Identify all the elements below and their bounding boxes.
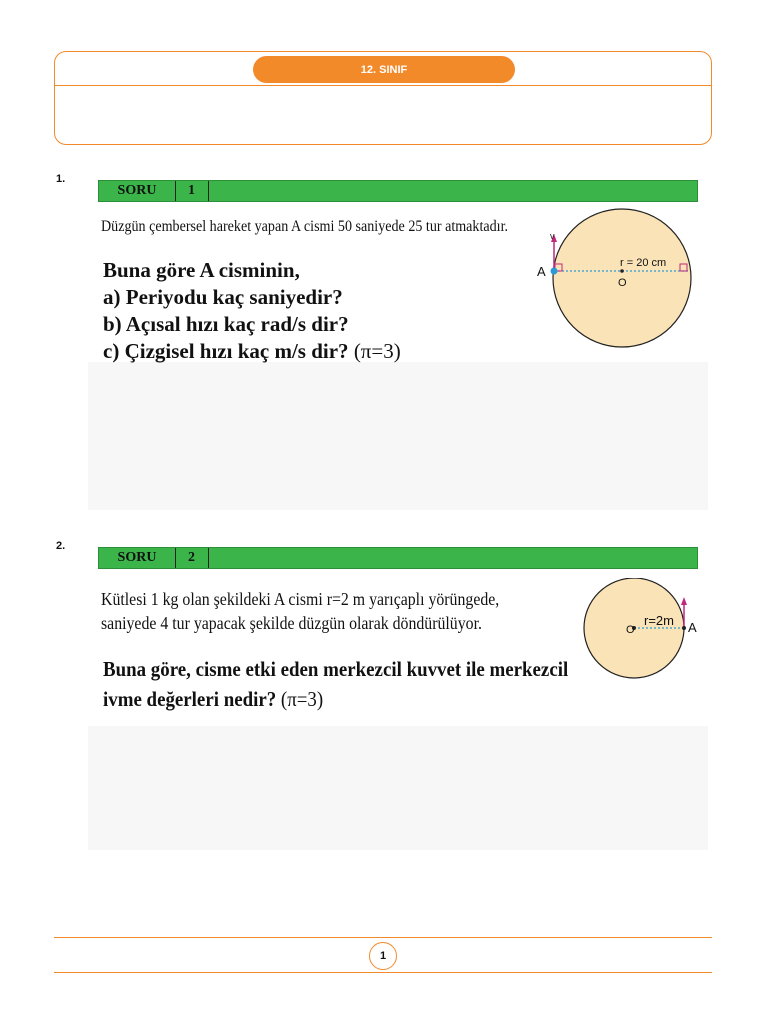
radius-label: r=2m (644, 613, 674, 628)
page-number: 1 (369, 942, 397, 970)
answer-area (88, 726, 708, 850)
question-number: 1. (56, 173, 66, 185)
soru-bar (98, 547, 698, 569)
prompt-line: ivme değerleri nedir? (π=3) (103, 687, 324, 711)
intro-line: Düzgün çembersel hareket yapan A cismi 50 saniyede 25 tur atmaktadır. (101, 218, 509, 235)
question-prompt (103, 654, 568, 714)
circular-motion-figure (530, 204, 710, 364)
question-intro (101, 587, 499, 635)
footer-line-bottom (54, 972, 712, 973)
soru-label: SORU (99, 548, 176, 568)
answer-area (88, 362, 708, 510)
question-number: 2. (56, 540, 66, 552)
soru-index: 2 (175, 548, 209, 568)
prompt-line: a) Periyodu kaç saniyedir? (103, 285, 343, 309)
prompt-line: c) Çizgisel hızı kaç m/s dir? (π=3) (103, 339, 401, 363)
point-a-label: A (537, 264, 546, 279)
soru-index: 1 (175, 181, 209, 201)
prompt-line: Buna göre A cisminin, (103, 258, 300, 282)
prompt-line: b) Açısal hızı kaç rad/s dir? (103, 312, 349, 336)
center-label: O (618, 277, 627, 289)
soru-label: SORU (99, 181, 176, 201)
velocity-label: v (550, 231, 555, 241)
point-a (551, 268, 558, 275)
question-prompt (103, 257, 401, 365)
header-box (54, 51, 712, 145)
point-a-label: A (688, 620, 697, 635)
intro-line: Kütlesi 1 kg olan şekildeki A cismi r=2 m yarıçaplı yörüngede, (101, 589, 500, 609)
grade-badge: 12. SINIF (253, 56, 515, 83)
orbit-figure (578, 578, 712, 682)
point-a (682, 626, 686, 630)
velocity-arrowhead (681, 597, 687, 605)
center-point (620, 269, 624, 273)
center-label: O (626, 624, 635, 636)
intro-line: saniyede 4 tur yapacak şekilde düzgün olarak döndürülüyor. (101, 613, 482, 633)
radius-label: r = 20 cm (620, 257, 667, 269)
question-intro (101, 216, 508, 238)
prompt-line: Buna göre, cisme etki eden merkezcil kuvvet ile merkezcil (103, 657, 569, 681)
footer-line-top (54, 937, 712, 938)
soru-bar (98, 180, 698, 202)
header-divider (55, 85, 711, 86)
